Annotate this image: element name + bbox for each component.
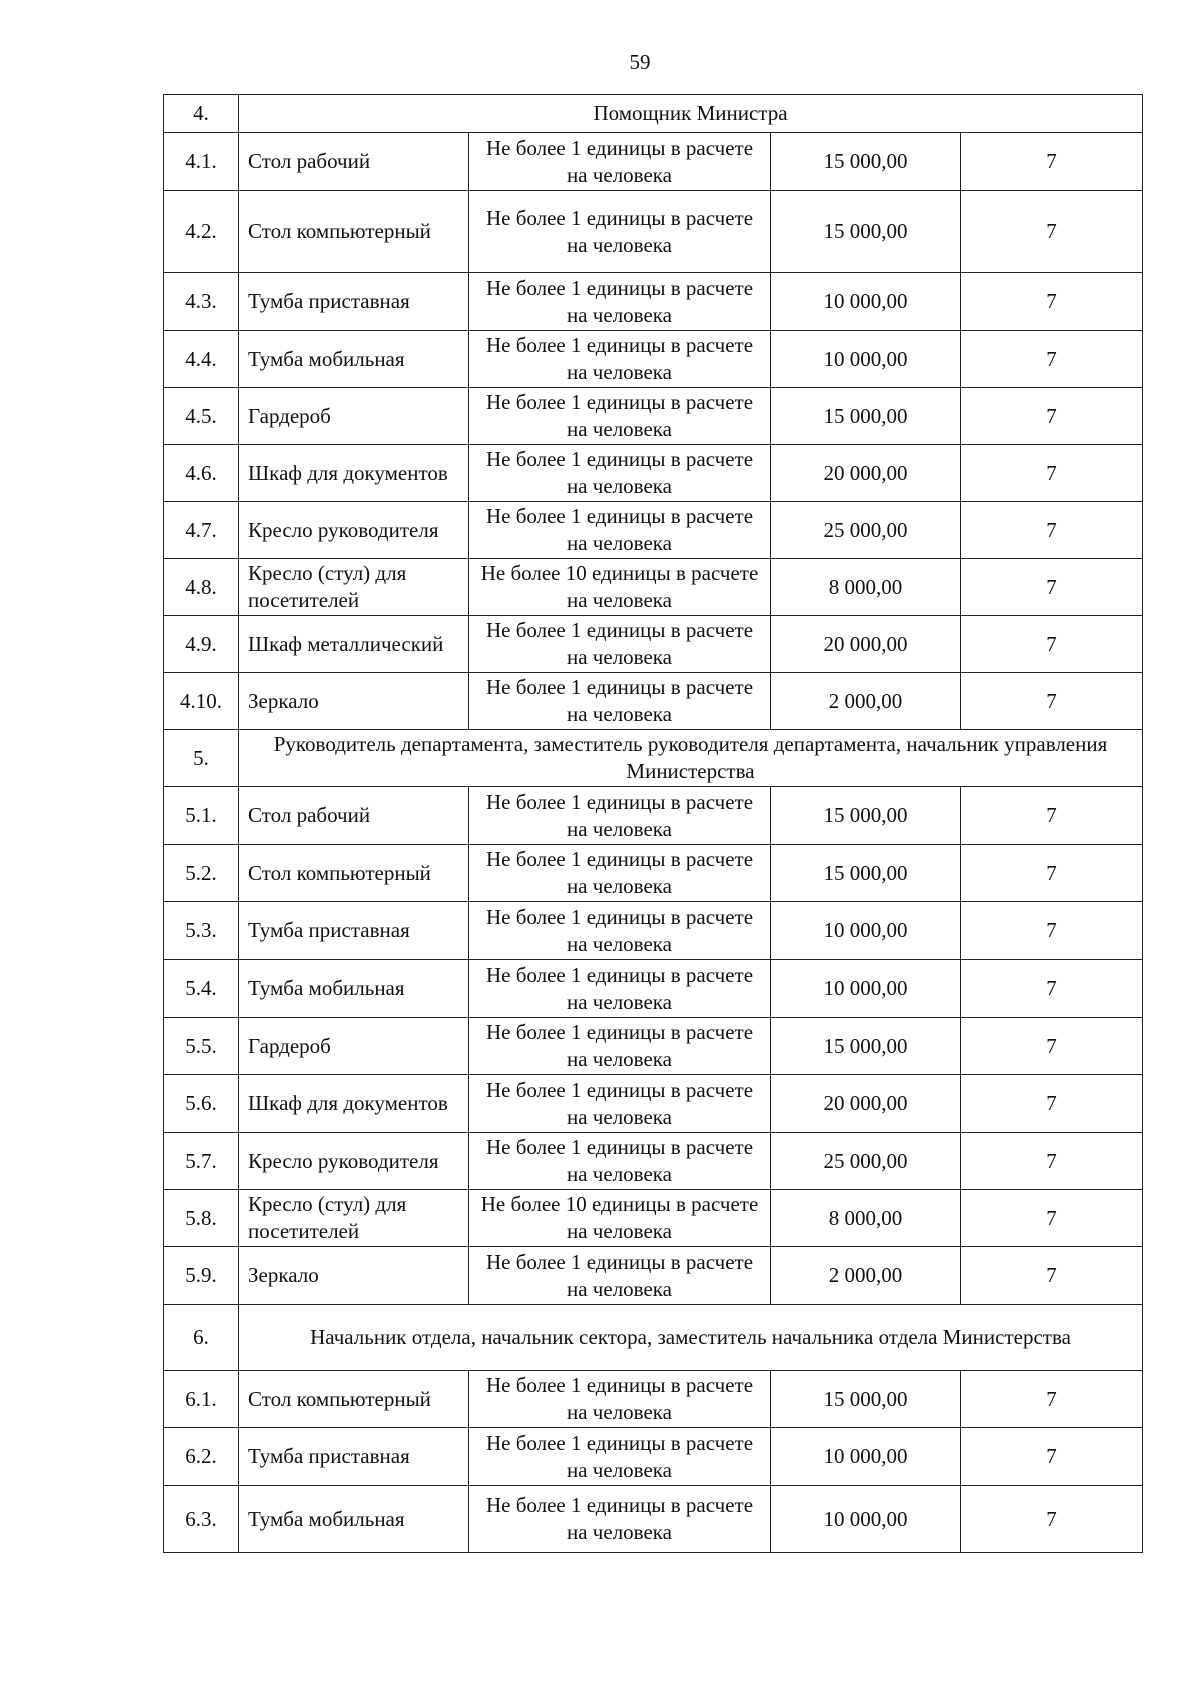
item-name: Тумба мобильная [239, 960, 469, 1018]
table-row [164, 445, 1143, 502]
item-name: Тумба мобильная [239, 1486, 469, 1553]
item-price: 10 000,00 [771, 331, 961, 388]
item-number: 5.4. [164, 960, 239, 1018]
item-price: 10 000,00 [771, 1428, 961, 1486]
item-norm: Не более 1 единицы в расчете на человека [469, 960, 771, 1018]
item-number: 4.2. [164, 191, 239, 273]
item-number: 6.2. [164, 1428, 239, 1486]
item-norm: Не более 1 единицы в расчете на человека [469, 673, 771, 730]
table-row [164, 191, 1143, 273]
item-number: 4.5. [164, 388, 239, 445]
table-row [164, 960, 1143, 1018]
item-price: 15 000,00 [771, 191, 961, 273]
table-row [164, 388, 1143, 445]
item-name: Кресло (стул) для посетителей [239, 1190, 469, 1247]
section-header-row [164, 730, 1143, 787]
item-name: Гардероб [239, 388, 469, 445]
table-row [164, 331, 1143, 388]
item-service-years: 7 [961, 191, 1143, 273]
table-row [164, 1018, 1143, 1075]
item-number: 4.6. [164, 445, 239, 502]
item-name: Стол компьютерный [239, 845, 469, 902]
item-norm: Не более 10 единицы в расчете на человека [469, 559, 771, 616]
item-norm: Не более 1 единицы в расчете на человека [469, 1133, 771, 1190]
item-number: 4.8. [164, 559, 239, 616]
table-row [164, 845, 1143, 902]
section-title: Начальник отдела, начальник сектора, заместитель начальника отдела Министерства [239, 1305, 1143, 1371]
section-header-row [164, 1305, 1143, 1371]
table-row [164, 902, 1143, 960]
item-service-years: 7 [961, 559, 1143, 616]
item-name: Кресло руководителя [239, 1133, 469, 1190]
item-price: 15 000,00 [771, 388, 961, 445]
table-row [164, 673, 1143, 730]
norms-table-body [164, 95, 1143, 1553]
item-norm: Не более 10 единицы в расчете на человека [469, 1190, 771, 1247]
item-service-years: 7 [961, 133, 1143, 191]
table-row [164, 273, 1143, 331]
item-name: Тумба приставная [239, 273, 469, 331]
item-service-years: 7 [961, 1018, 1143, 1075]
item-price: 15 000,00 [771, 133, 961, 191]
item-norm: Не более 1 единицы в расчете на человека [469, 1075, 771, 1133]
section-title: Руководитель департамента, заместитель руководителя департамента, начальник управления Министерства [239, 730, 1143, 787]
item-service-years: 7 [961, 902, 1143, 960]
item-name: Тумба приставная [239, 902, 469, 960]
item-service-years: 7 [961, 1190, 1143, 1247]
item-service-years: 7 [961, 1486, 1143, 1553]
page-number: 59 [629, 50, 651, 74]
item-norm: Не более 1 единицы в расчете на человека [469, 191, 771, 273]
table-row [164, 1247, 1143, 1305]
item-norm: Не более 1 единицы в расчете на человека [469, 502, 771, 559]
item-name: Стол рабочий [239, 787, 469, 845]
item-name: Стол компьютерный [239, 191, 469, 273]
item-price: 10 000,00 [771, 273, 961, 331]
item-price: 25 000,00 [771, 502, 961, 559]
item-norm: Не более 1 единицы в расчете на человека [469, 845, 771, 902]
item-service-years: 7 [961, 273, 1143, 331]
item-service-years: 7 [961, 845, 1143, 902]
item-norm: Не более 1 единицы в расчете на человека [469, 1371, 771, 1428]
item-service-years: 7 [961, 388, 1143, 445]
item-price: 10 000,00 [771, 960, 961, 1018]
item-number: 4.4. [164, 331, 239, 388]
item-price: 2 000,00 [771, 1247, 961, 1305]
item-norm: Не более 1 единицы в расчете на человека [469, 331, 771, 388]
item-name: Кресло (стул) для посетителей [239, 559, 469, 616]
item-price: 20 000,00 [771, 616, 961, 673]
item-number: 4.9. [164, 616, 239, 673]
item-name: Шкаф металлический [239, 616, 469, 673]
item-number: 5.5. [164, 1018, 239, 1075]
item-name: Тумба мобильная [239, 331, 469, 388]
item-name: Стол рабочий [239, 133, 469, 191]
item-price: 15 000,00 [771, 1018, 961, 1075]
item-number: 5.1. [164, 787, 239, 845]
item-service-years: 7 [961, 960, 1143, 1018]
item-price: 8 000,00 [771, 559, 961, 616]
item-name: Шкаф для документов [239, 1075, 469, 1133]
item-service-years: 7 [961, 502, 1143, 559]
item-norm: Не более 1 единицы в расчете на человека [469, 1486, 771, 1553]
table-row [164, 1428, 1143, 1486]
table-row [164, 1133, 1143, 1190]
item-number: 6.3. [164, 1486, 239, 1553]
item-number: 4.7. [164, 502, 239, 559]
item-norm: Не более 1 единицы в расчете на человека [469, 1428, 771, 1486]
item-norm: Не более 1 единицы в расчете на человека [469, 133, 771, 191]
table-row [164, 1371, 1143, 1428]
item-name: Тумба приставная [239, 1428, 469, 1486]
item-norm: Не более 1 единицы в расчете на человека [469, 616, 771, 673]
item-service-years: 7 [961, 1133, 1143, 1190]
item-service-years: 7 [961, 1075, 1143, 1133]
item-number: 6.1. [164, 1371, 239, 1428]
item-number: 4.1. [164, 133, 239, 191]
item-name: Зеркало [239, 673, 469, 730]
item-service-years: 7 [961, 787, 1143, 845]
item-price: 2 000,00 [771, 673, 961, 730]
item-price: 10 000,00 [771, 902, 961, 960]
item-price: 25 000,00 [771, 1133, 961, 1190]
item-number: 5.3. [164, 902, 239, 960]
item-norm: Не более 1 единицы в расчете на человека [469, 388, 771, 445]
item-service-years: 7 [961, 616, 1143, 673]
item-number: 5.7. [164, 1133, 239, 1190]
item-service-years: 7 [961, 1428, 1143, 1486]
item-norm: Не более 1 единицы в расчете на человека [469, 445, 771, 502]
item-name: Гардероб [239, 1018, 469, 1075]
item-service-years: 7 [961, 1371, 1143, 1428]
table-row [164, 1486, 1143, 1553]
item-number: 5.9. [164, 1247, 239, 1305]
item-price: 8 000,00 [771, 1190, 961, 1247]
section-number: 6. [164, 1305, 239, 1371]
item-price: 20 000,00 [771, 1075, 961, 1133]
item-name: Шкаф для документов [239, 445, 469, 502]
norms-table [163, 94, 1143, 1553]
table-row [164, 787, 1143, 845]
table-row [164, 616, 1143, 673]
item-norm: Не более 1 единицы в расчете на человека [469, 1247, 771, 1305]
item-price: 15 000,00 [771, 787, 961, 845]
item-norm: Не более 1 единицы в расчете на человека [469, 273, 771, 331]
item-number: 5.6. [164, 1075, 239, 1133]
section-header-row [164, 95, 1143, 133]
item-price: 20 000,00 [771, 445, 961, 502]
item-number: 4.3. [164, 273, 239, 331]
item-number: 4.10. [164, 673, 239, 730]
item-name: Кресло руководителя [239, 502, 469, 559]
item-name: Стол компьютерный [239, 1371, 469, 1428]
section-number: 5. [164, 730, 239, 787]
item-norm: Не более 1 единицы в расчете на человека [469, 902, 771, 960]
item-norm: Не более 1 единицы в расчете на человека [469, 787, 771, 845]
section-number: 4. [164, 95, 239, 133]
item-service-years: 7 [961, 1247, 1143, 1305]
item-number: 5.8. [164, 1190, 239, 1247]
item-price: 15 000,00 [771, 845, 961, 902]
table-row [164, 1075, 1143, 1133]
item-number: 5.2. [164, 845, 239, 902]
item-service-years: 7 [961, 331, 1143, 388]
item-price: 10 000,00 [771, 1486, 961, 1553]
item-norm: Не более 1 единицы в расчете на человека [469, 1018, 771, 1075]
table-row [164, 559, 1143, 616]
item-price: 15 000,00 [771, 1371, 961, 1428]
table-row [164, 133, 1143, 191]
section-title: Помощник Министра [239, 95, 1143, 133]
table-row [164, 1190, 1143, 1247]
table-row [164, 502, 1143, 559]
item-name: Зеркало [239, 1247, 469, 1305]
item-service-years: 7 [961, 445, 1143, 502]
item-service-years: 7 [961, 673, 1143, 730]
